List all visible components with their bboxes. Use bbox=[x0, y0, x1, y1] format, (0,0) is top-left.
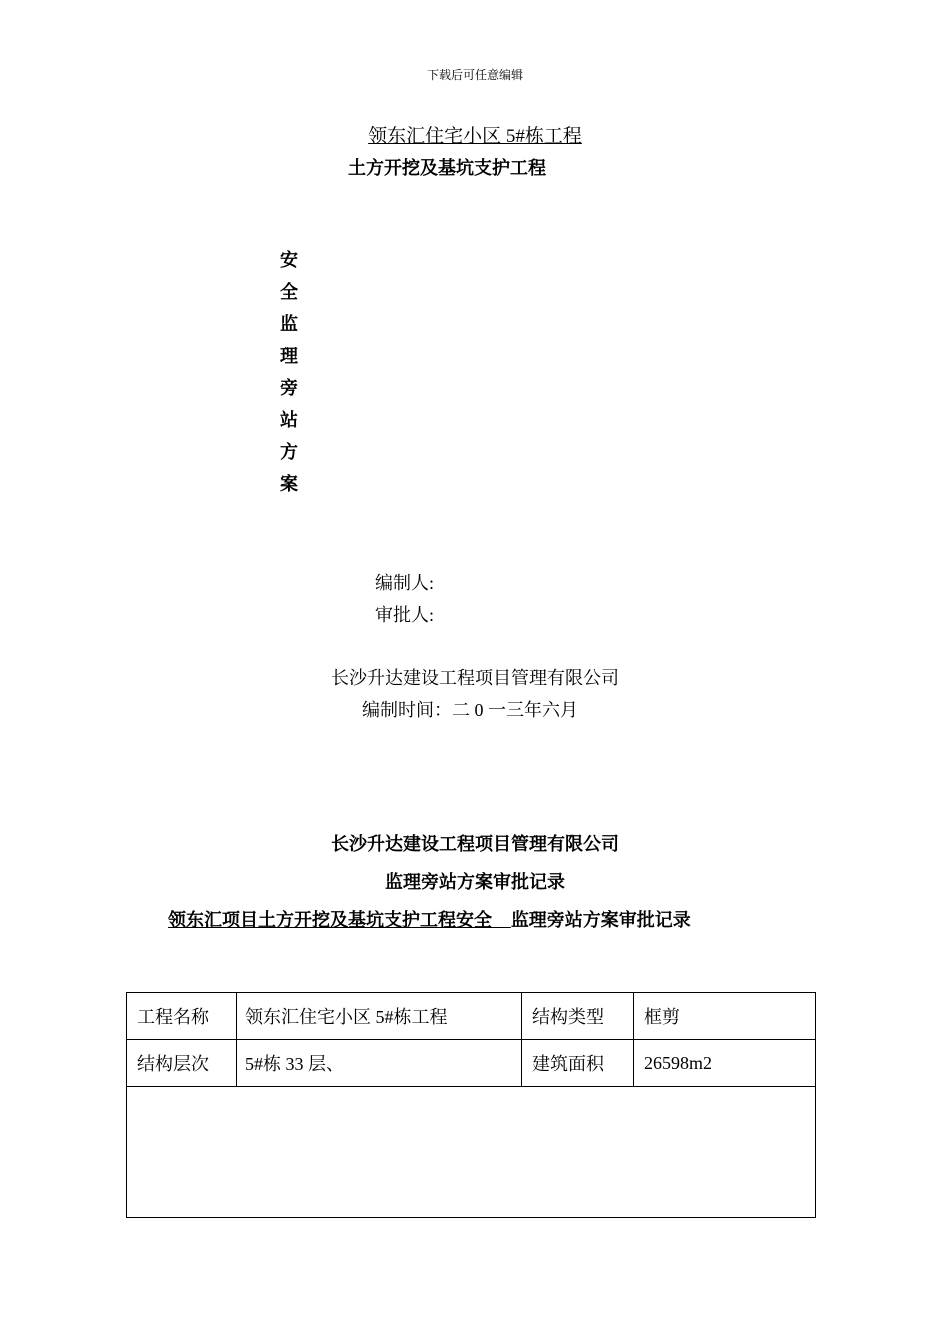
floor-area-label: 建筑面积 bbox=[522, 1040, 634, 1087]
empty-cell bbox=[127, 1087, 816, 1218]
floors-value: 5#栋 33 层、 bbox=[237, 1040, 522, 1087]
table-row bbox=[127, 993, 816, 1040]
approval-table bbox=[126, 992, 816, 1218]
vertical-title-char: 站 bbox=[280, 410, 298, 431]
record-title-part2: 监理旁站方案审批记录 bbox=[510, 910, 691, 931]
vertical-title-char: 全 bbox=[280, 282, 298, 303]
record-heading: 监理旁站方案审批记录 bbox=[385, 872, 565, 893]
record-title-part1: 领东汇项目土方开挖及基坑支护工程安全 bbox=[168, 910, 492, 931]
floor-area-value: 26598m2 bbox=[634, 1040, 816, 1087]
project-title bbox=[0, 121, 950, 148]
project-name-label: 工程名称 bbox=[127, 993, 237, 1040]
cover-company: 长沙升达建设工程项目管理有限公司 bbox=[331, 668, 619, 688]
vertical-title-char: 案 bbox=[280, 474, 298, 495]
table-row bbox=[127, 1040, 816, 1087]
vertical-title-char: 旁 bbox=[280, 378, 298, 399]
vertical-title-char: 理 bbox=[280, 346, 298, 367]
subtitle: 土方开挖及基坑支护工程 bbox=[348, 158, 546, 179]
record-title-gap bbox=[492, 910, 511, 931]
compiler-label: 编制人: bbox=[375, 573, 435, 593]
structure-type-value: 框剪 bbox=[634, 993, 816, 1040]
cover-date: 编制时间：二 0 一三年六月 bbox=[362, 700, 578, 720]
header-note: 下载后可任意编辑 bbox=[426, 68, 523, 82]
vertical-title-char: 方 bbox=[280, 442, 298, 463]
record-title bbox=[168, 906, 691, 932]
vertical-title-char: 监 bbox=[280, 314, 298, 335]
structure-type-label: 结构类型 bbox=[522, 993, 634, 1040]
record-company: 长沙升达建设工程项目管理有限公司 bbox=[331, 834, 619, 855]
approver-label: 审批人: bbox=[375, 605, 435, 625]
project-name-value: 领东汇住宅小区 5#栋工程 bbox=[237, 993, 522, 1040]
floors-label: 结构层次 bbox=[127, 1040, 237, 1087]
project-title-text: 领东汇住宅小区 5#栋工程 bbox=[368, 126, 582, 147]
vertical-title bbox=[278, 248, 300, 504]
table-row-empty bbox=[127, 1087, 816, 1218]
vertical-title-char: 安 bbox=[280, 250, 298, 271]
